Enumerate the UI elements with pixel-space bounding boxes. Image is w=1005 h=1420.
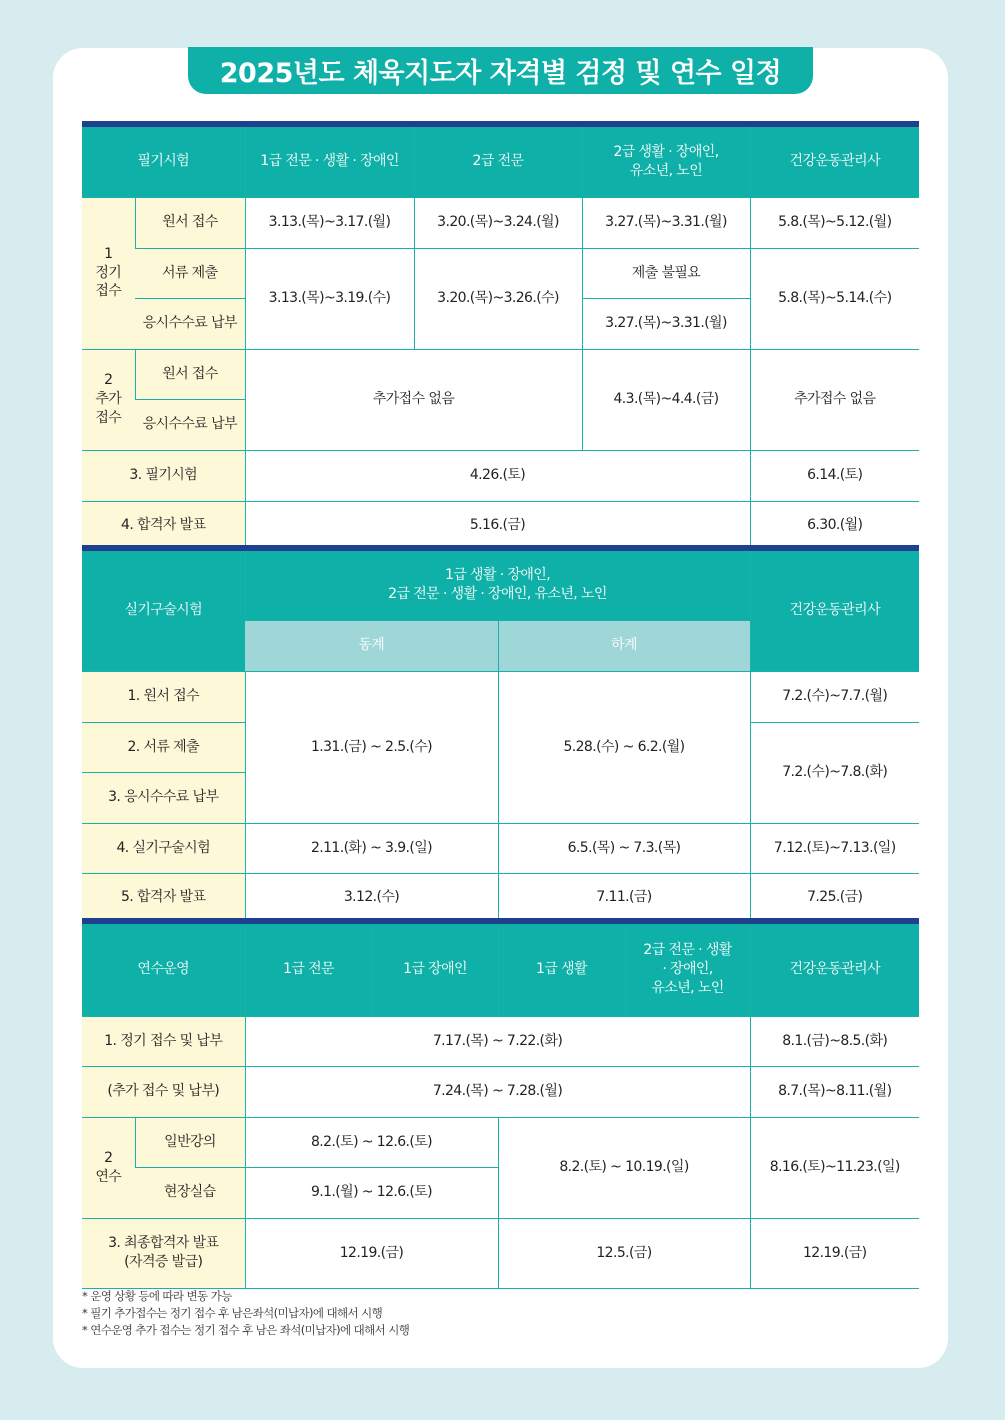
header-group: 1급 생활 · 장애인, 2급 전문 · 생활 · 장애인, 유소년, 노인 (245, 548, 750, 620)
row-label: 1. 원서 접수 (82, 671, 245, 722)
cell: 2.11.(화) ~ 3.9.(일) (245, 823, 498, 873)
header-training: 연수운영 (82, 921, 245, 1016)
cell: 7.24.(목) ~ 7.28.(월) (245, 1066, 750, 1117)
page-title: 2025년도 체육지도자 자격별 검정 및 연수 일정 (188, 47, 813, 94)
cell: 7.11.(금) (498, 873, 750, 921)
row-label-exam: 3. 필기시험 (82, 450, 245, 501)
header-summer: 하계 (498, 620, 750, 671)
header-2nd-pro: 2급 전문 (414, 124, 582, 197)
row-label-pass: 4. 합격자 발표 (82, 501, 245, 550)
header-1st-general: 1급 생활 (498, 921, 625, 1016)
cell: 5.8.(목)~5.12.(월) (750, 197, 919, 248)
cell: 3.27.(목)~3.31.(월) (582, 197, 750, 248)
header-1st-disabled: 1급 장애인 (372, 921, 498, 1016)
header-written: 필기시험 (82, 124, 245, 197)
written-exam-table (82, 121, 919, 551)
cell: 3.13.(목)~3.17.(월) (245, 197, 414, 248)
cell: 4.26.(토) (245, 450, 750, 501)
cell: 6.14.(토) (750, 450, 919, 501)
row-label-lecture: 일반강의 (135, 1117, 245, 1167)
cell: 8.2.(토) ~ 10.19.(일) (498, 1117, 750, 1218)
cell: 3.12.(수) (245, 873, 498, 921)
row-label-docs: 서류 제출 (135, 248, 245, 298)
row-label-apply: 원서 접수 (135, 349, 245, 399)
row-label: 5. 합격자 발표 (82, 873, 245, 921)
cell: 7.2.(수)~7.8.(화) (750, 722, 919, 823)
header-1st-grade: 1급 전문 · 생활 · 장애인 (245, 124, 414, 197)
cell: 6.5.(목) ~ 7.3.(목) (498, 823, 750, 873)
header-winter: 동계 (245, 620, 498, 671)
header-health: 건강운동관리사 (750, 921, 919, 1016)
row-label-fee: 응시수수료 납부 (135, 399, 245, 450)
cell: 6.30.(월) (750, 501, 919, 550)
cell: 7.17.(목) ~ 7.22.(화) (245, 1016, 750, 1066)
cell: 3.13.(목)~3.19.(수) (245, 248, 414, 349)
row-label-final: 3. 최종합격자 발표 (자격증 발급) (82, 1218, 245, 1288)
cell: 4.3.(목)~4.4.(금) (582, 349, 750, 450)
cell: 3.27.(목)~3.31.(월) (582, 298, 750, 349)
cell: 7.2.(수)~7.7.(월) (750, 671, 919, 722)
row-label-field: 현장실습 (135, 1167, 245, 1218)
cell: 제출 불필요 (582, 248, 750, 298)
cell: 8.7.(목)~8.11.(월) (750, 1066, 919, 1117)
cell: 5.8.(목)~5.14.(수) (750, 248, 919, 349)
header-health: 건강운동관리사 (750, 548, 919, 671)
footnotes (82, 1288, 409, 1339)
cell: 3.20.(목)~3.26.(수) (414, 248, 582, 349)
cell: 5.28.(수) ~ 6.2.(월) (498, 671, 750, 823)
training-table (82, 918, 919, 1289)
cell: 3.20.(목)~3.24.(월) (414, 197, 582, 248)
row-label-extra: (추가 접수 및 납부) (82, 1066, 245, 1117)
cell: 8.1.(금)~8.5.(화) (750, 1016, 919, 1066)
cell: 12.19.(금) (245, 1218, 498, 1288)
cell: 9.1.(월) ~ 12.6.(토) (245, 1167, 498, 1218)
cell: 12.5.(금) (498, 1218, 750, 1288)
header-health: 건강운동관리사 (750, 124, 919, 197)
header-2nd-all: 2급 전문 · 생활 · 장애인, 유소년, 노인 (625, 921, 750, 1016)
cell: 1.31.(금) ~ 2.5.(수) (245, 671, 498, 823)
footnote: * 필기 추가접수는 정기 접수 후 남은좌석(미납자)에 대해서 시행 (82, 1306, 383, 1320)
cell: 8.2.(토) ~ 12.6.(토) (245, 1117, 498, 1167)
footnote: * 운영 상황 등에 따라 변동 가능 (82, 1289, 232, 1303)
row-label: 4. 실기구술시험 (82, 823, 245, 873)
row-label-fee: 응시수수료 납부 (135, 298, 245, 349)
group-regular: 1 정기 접수 (82, 197, 135, 349)
cell: 추가접수 없음 (750, 349, 919, 450)
cell: 8.16.(토)~11.23.(일) (750, 1117, 919, 1218)
row-label-regular: 1. 정기 접수 및 납부 (82, 1016, 245, 1066)
row-label-apply: 원서 접수 (135, 197, 245, 248)
header-1st-pro: 1급 전문 (245, 921, 372, 1016)
row-label: 3. 응시수수료 납부 (82, 772, 245, 823)
footnote: * 연수운영 추가 접수는 정기 접수 후 남은 좌석(미납자)에 대해서 시행 (82, 1323, 410, 1337)
practical-exam-table (82, 545, 919, 922)
header-practical: 실기구술시험 (82, 548, 245, 671)
group-extra: 2 추가 접수 (82, 349, 135, 450)
header-2nd-general: 2급 생활 · 장애인, 유소년, 노인 (582, 124, 750, 197)
cell: 7.12.(토)~7.13.(일) (750, 823, 919, 873)
cell: 5.16.(금) (245, 501, 750, 550)
cell: 추가접수 없음 (245, 349, 582, 450)
cell: 12.19.(금) (750, 1218, 919, 1288)
row-label: 2. 서류 제출 (82, 722, 245, 772)
group-training: 2 연수 (82, 1117, 135, 1218)
cell: 7.25.(금) (750, 873, 919, 921)
